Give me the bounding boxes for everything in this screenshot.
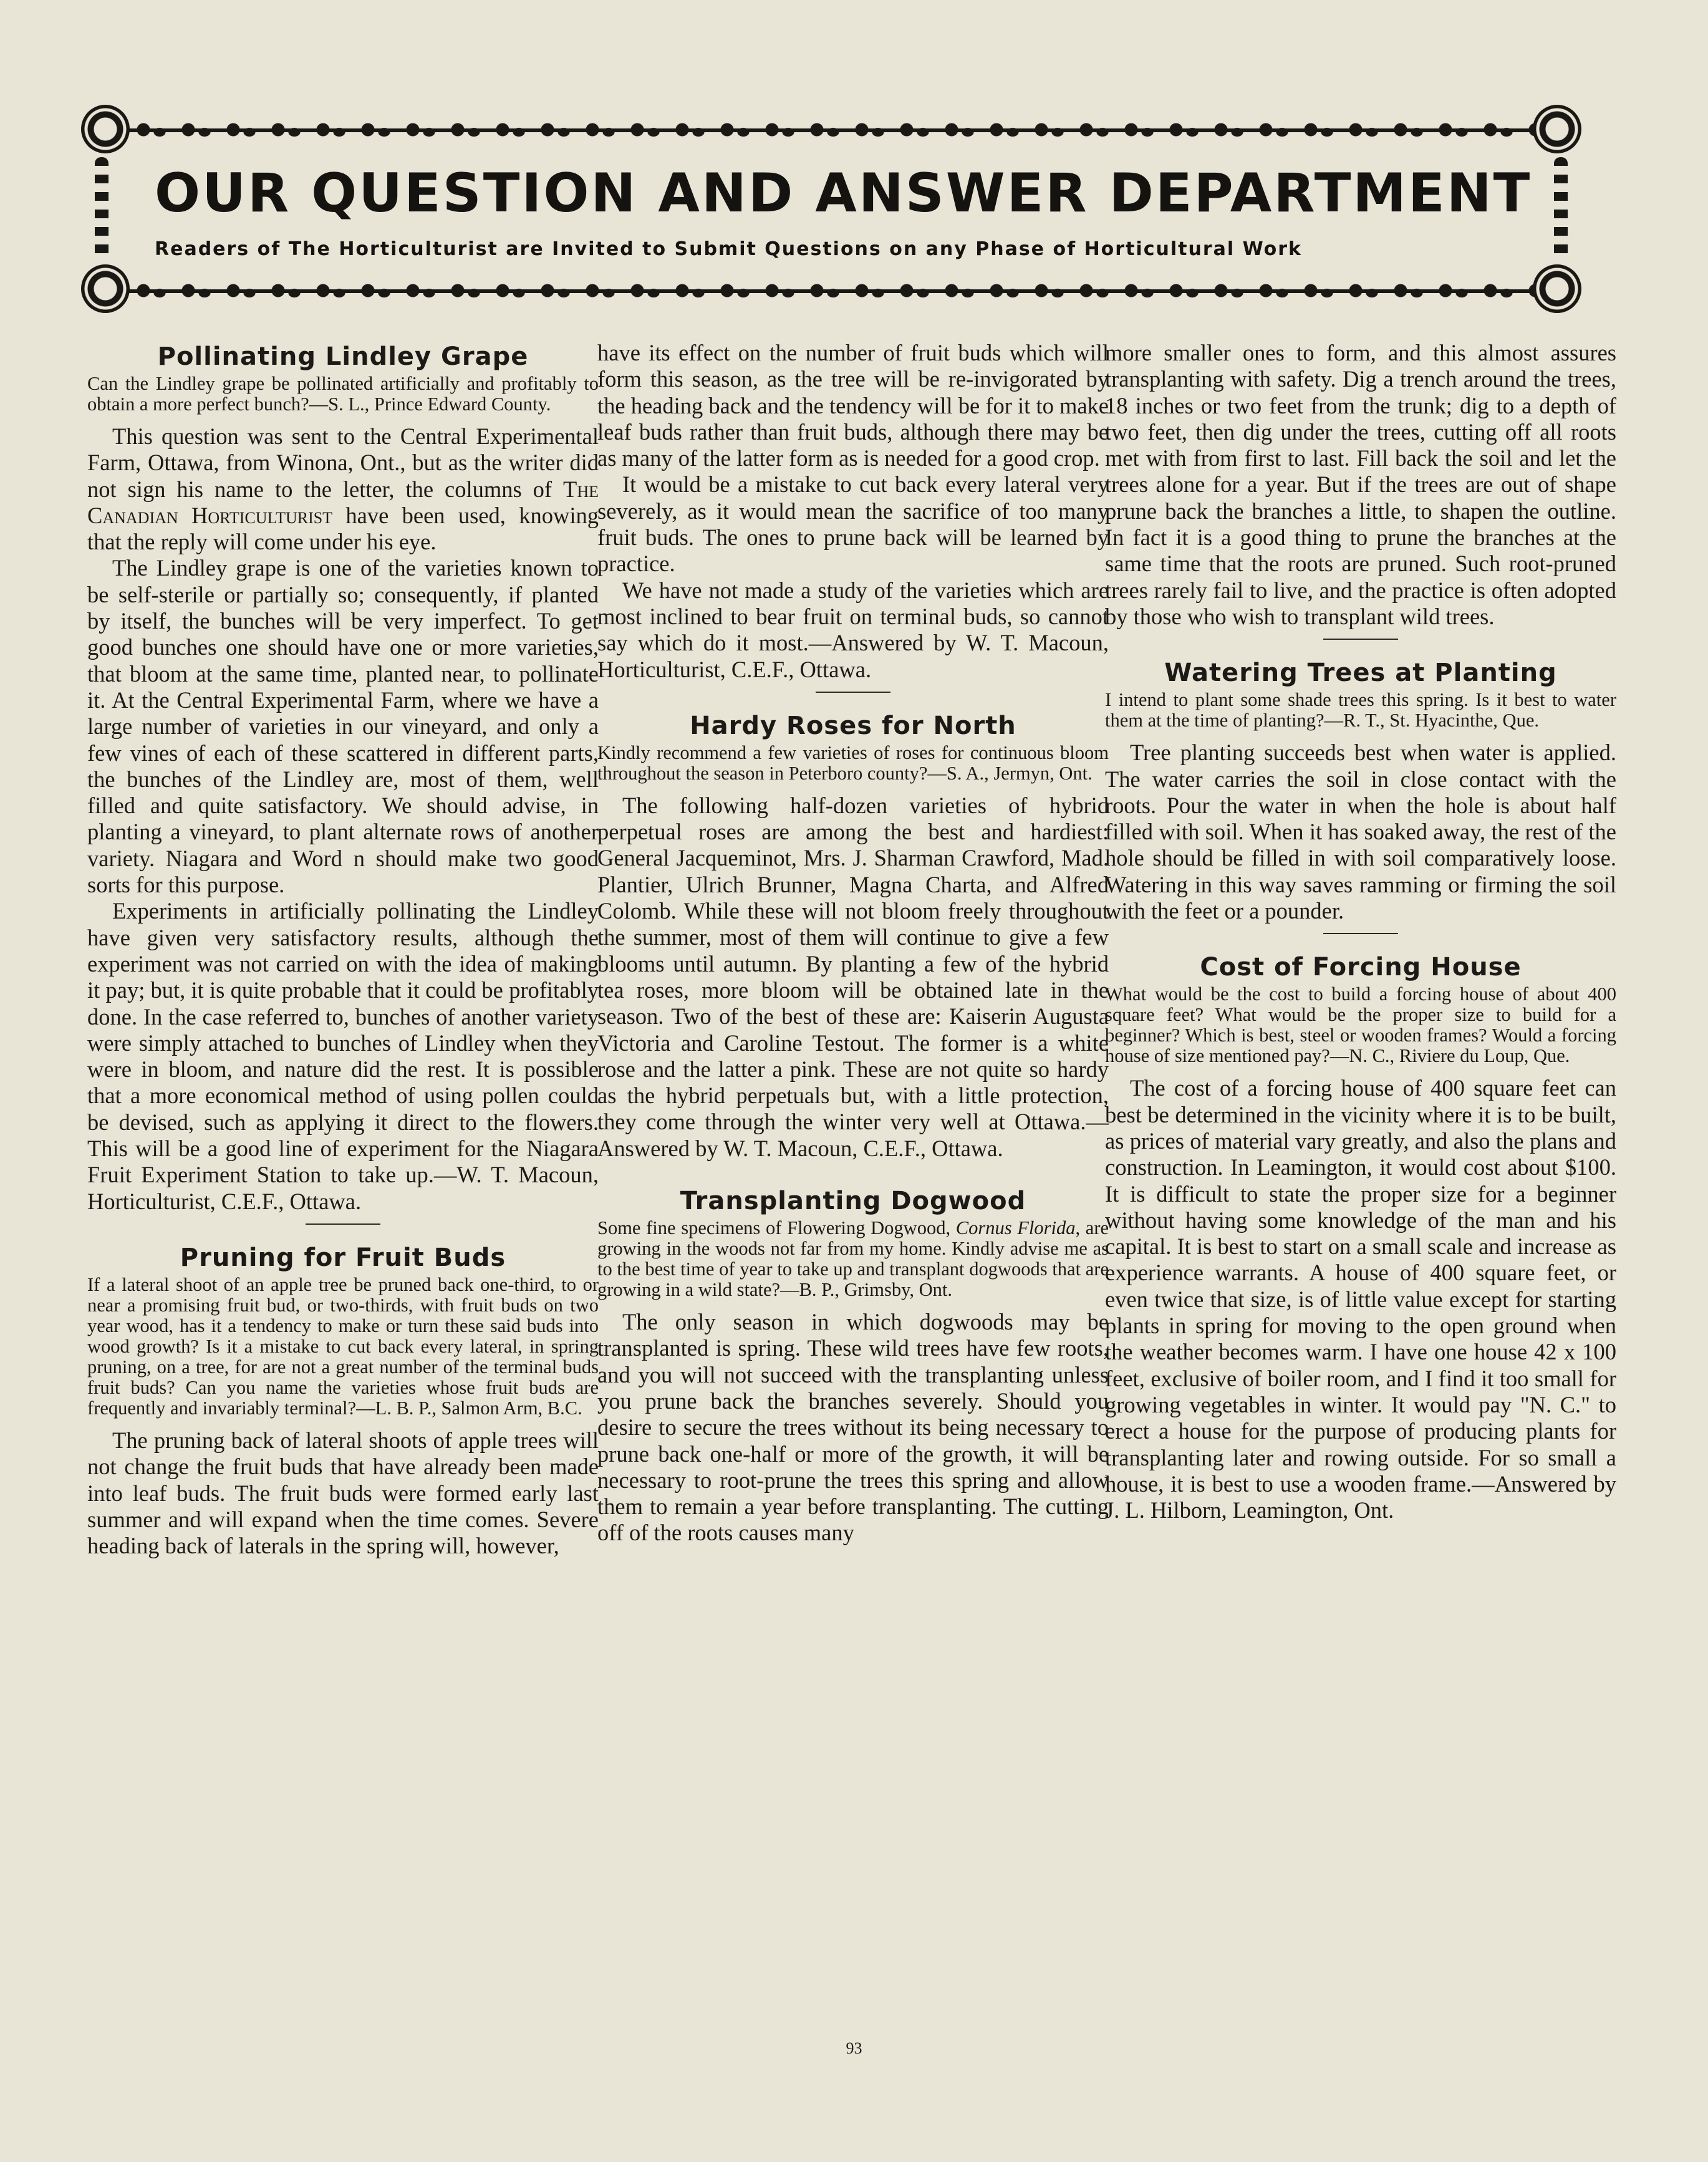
column-1 [87,340,599,1559]
reader-question: Some fine specimens of Flowering Dogwood, Cornus Florida, are growing in the woods not far from my home. Kindly advise me as to the best time of year to take up and transplant dogwoods that are growing in a wild state?—B. P., Grimsby, Ont. [597,1217,1109,1301]
answer-paragraph: Tree planting succeeds best when water is applied. The water carries the soil in close contact with the roots. Pour the water in when the hole is about half filled with soil. When it has soaked away, the rest of the hole should be filled in with soil comparatively loose. Watering in this way saves ramming or firming the soil with the feet or a pounder. [1105,740,1616,924]
section-divider [816,692,890,693]
article-heading: Watering Trees at Planting [1164,659,1557,688]
article-hardy-roses-for-north [597,709,1109,1162]
department-banner [86,105,1576,311]
answer-paragraph: The only season in which dogwoods may be transplanted is spring. These wild trees have few roots, and you will not succeed with the transplanting unless you prune back the branches severely. Should you desire to secure the trees without its being necessary to prune back one-half or more of the growth, it will be necessary to root-prune the trees this spring and allow them to remain a year before transplanting. The cutting off of the roots causes many [597,1309,1109,1546]
answer-paragraph: The following half-dozen varieties of hybrid perpetual roses are among the best and hardiest: General Jacqueminot, Mrs. J. Sharman Crawford, Mad. Plantier, Ulrich Brunner, Magna Charta, and Alfred Colomb. While these will not bloom freely throughout the summer, most of them will continue to give a few blooms until autumn. By planting a few of the hybrid tea roses, more bloom will be obtained late in the season. Two of the best of these are: Kaiserin Augusta Victoria and Caroline Testout. The former is a white rose and the latter a pink. These are not quite so hardy as the hybrid perpetuals but, with a little protection, they come through the winter very well at Ottawa.—Answered by W. T. Macoun, C.E.F., Ottawa. [597,792,1109,1161]
article-heading: Transplanting Dogwood [680,1187,1026,1216]
article-heading: Pruning for Fruit Buds [180,1243,506,1272]
answer-paragraph: It would be a mistake to cut back every lateral very severely, as it would mean the sacrifice of too many fruit buds. The ones to prune back will be learned by practice. [597,471,1109,577]
article-cost-of-forcing-house [1105,950,1616,1523]
magazine-name: The Canadian Horticulturist [87,476,599,528]
section-divider [306,1223,380,1225]
reader-question: What would be the cost to build a forcing house of about 400 square feet? What would be the proper size to build for a beginner? Which is best, steel or wooden frames? Would a forcing house of size mentioned pay?—N. C., Riviere du Loup, Que. [1105,983,1616,1067]
page-number: 93 [846,2039,862,2057]
section-divider [1323,639,1398,640]
department-subtitle: Readers of The Horticulturist are Invited to Submit Questions on any Phase of Horticultural Work [155,238,1302,260]
department-title: OUR QUESTION AND ANSWER DEPARTMENT [155,162,1532,224]
answer-continuation: more smaller ones to form, and this almost assures transplanting with safety. Dig a trench around the trees, 18 inches or two feet from the trunk; dig to a depth of two feet, then dig under the trees, cutting off all roots met with from first to last. Fill back the soil and let the trees alone for a year. But if the trees are out of shape prune back the branches a little, to shapen the outline. In fact it is a good thing to prune the branches at the same time that the roots are pruned. Such root-pruned trees rarely fail to live, and the practice is often adopted by those who wish to transplant wild trees. [1105,340,1616,629]
answer-paragraph: We have not made a study of the varieties which are most inclined to bear fruit on terminal buds, so cannot say which do it most.—Answered by W. T. Macoun, Horticulturist, C.E.F., Ottawa. [597,577,1109,682]
column-3 [1105,340,1616,1523]
vine-ornament-icon [95,157,109,262]
reader-question: If a lateral shoot of an apple tree be pruned back one-third, to or near a promising fruit bud, or two-thirds, with fruit buds on two year wood, has it a tendency to make or turn these said buds into wood growth? Is it a mistake to cut back every lateral, in spring pruning, on a tree, for are not a great number of the terminal buds fruit buds? Can you name the varieties whose fruit buds are frequently and invariably terminal?—L. B. P., Salmon Arm, B.C. [87,1273,599,1419]
answer-paragraph: Experiments in artificially pollinating the Lindley have given very satisfactory results, although the experiment was not carried on with the idea of making it pay; but, it is quite probable that it could be profitably done. In the case referred to, bunches of another variety were simply attached to bunches of Lindley when they were in bloom, and nature did the rest. It is possible that a more economical method of using pollen could be devised, such as applying it direct to the flowers. This will be a good line of experiment for the Niagara Fruit Experiment Station to take up.—W. T. Macoun, Horticulturist, C.E.F., Ottawa. [87,898,599,1214]
answer-paragraph: The pruning back of lateral shoots of apple trees will not change the fruit buds that have already been made into leaf buds. The fruit buds were formed early last summer and will expand when the time comes. Severe heading back of laterals in the spring will, however, [87,1427,599,1559]
botanical-name: Cornus Florida [955,1217,1076,1239]
vine-ornament-icon [1554,157,1568,262]
article-pollinating-lindley-grape [87,340,599,1215]
top-ornament-border [86,111,1576,148]
answer-paragraph: The Lindley grape is one of the varieties known to be self-sterile or partially so; consequently, if planted by itself, the bunches will be very imperfect. To get good bunches one should have one or more varieties, that bloom at the same time, planted near, to pollinate it. At the Central Experimental Farm, where we have a large number of varieties in our vineyard, and only a few vines of each of these scattered in different parts, the bunches of the Lindley are, most of them, well filled and quite satisfactory. We should advise, in planting a vineyard, to plant alternate rows of another variety. Niagara and Word n should make two good sorts for this purpose. [87,555,599,898]
article-heading: Pollinating Lindley Grape [157,342,529,371]
column-2 [597,340,1109,1547]
reader-question: I intend to plant some shade trees this spring. Is it best to water them at the time of planting?—R. T., St. Hyacinthe, Que. [1105,689,1616,731]
section-divider [1323,933,1398,934]
corner-ornament-icon [81,264,130,313]
corner-ornament-icon [81,105,130,153]
article-pruning-for-fruit-buds [87,1241,599,1559]
answer-continuation: have its effect on the number of fruit buds which will form this season, as the tree will be re-invigorated by the heading back and the tendency will be for it to make leaf buds rather than fruit buds, although there may be as many of the latter form as is needed for a good crop. [597,340,1109,471]
article-heading: Hardy Roses for North [690,711,1016,740]
corner-ornament-icon [1533,105,1581,153]
article-watering-trees-at-planting [1105,656,1616,924]
article-heading: Cost of Forcing House [1200,953,1522,982]
article-transplanting-dogwood [597,1184,1109,1547]
reader-question: Can the Lindley grape be pollinated artificially and profitably to obtain a more perfect bunch?—S. L., Prince Edward County. [87,373,599,415]
reader-question: Kindly recommend a few varieties of roses for continuous bloom throughout the season in Peterboro county?—S. A., Jermyn, Ont. [597,741,1109,784]
bottom-ornament-border [86,272,1576,309]
answer-paragraph: This question was sent to the Central Experimental Farm, Ottawa, from Winona, Ont., but as the writer did not sign his name to the letter, the columns of The Canadian Horticulturist have been used, knowing that the reply will come under his eye. [87,423,599,555]
corner-ornament-icon [1533,264,1581,313]
answer-paragraph: The cost of a forcing house of 400 square feet can best be determined in the vicinity where it is to be built, as prices of material vary greatly, and also the plans and construction. In Leamington, it would cost about $100. It is difficult to state the proper size for a beginner without having some knowledge of the man and his capital. It is best to start on a small scale and increase as experience warrants. A house of 400 square feet, or even twice that size, is of little value except for starting plants in spring for moving to the open ground when the weather becomes warm. I have one house 42 x 100 feet, exclusive of boiler room, and I find it too small for growing vegetables in winter. It would pay "N. C." to erect a house for the purpose of producing plants for transplanting later and rowing outside. For so small a house, it is best to use a wooden frame.—Answered by J. L. Hilborn, Leamington, Ont. [1105,1075,1616,1523]
